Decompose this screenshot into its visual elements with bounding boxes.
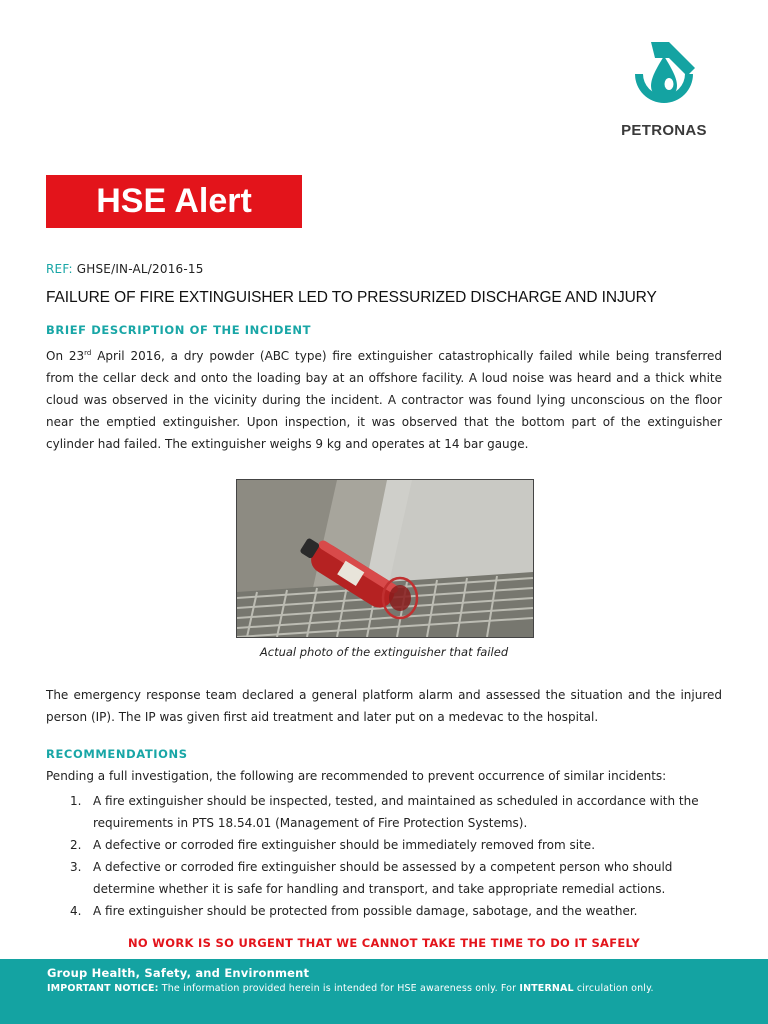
- notice-text-1: The information provided herein is intended for HSE awareness only. For: [158, 983, 520, 994]
- photo-caption: Actual photo of the extinguisher that failed: [259, 645, 509, 659]
- notice-text-2: circulation only.: [573, 983, 654, 994]
- recommendations-intro: Pending a full investigation, the following are recommended to prevent occurrence of similar incidents:: [46, 769, 667, 783]
- list-item: [46, 834, 722, 856]
- petronas-logo: [608, 36, 720, 146]
- hse-alert-banner: [46, 175, 302, 228]
- reference: [46, 262, 204, 276]
- notice-internal: INTERNAL: [519, 983, 574, 994]
- list-item-text: A defective or corroded fire extinguisher should be assessed by a competent person who should determine whether it is safe for handling and transport, and take appropriate remedial actions.: [93, 860, 673, 896]
- notice-label: IMPORTANT NOTICE:: [47, 983, 159, 994]
- extinguisher-photo: [236, 479, 534, 638]
- safety-warning: NO WORK IS SO URGENT THAT WE CANNOT TAKE THE TIME TO DO IT SAFELY: [127, 936, 641, 950]
- logo-wordmark: PETRONAS: [621, 122, 707, 139]
- list-item-number: 4.: [70, 904, 82, 918]
- incident-heading: BRIEF DESCRIPTION OF THE INCIDENT: [46, 323, 312, 337]
- petronas-logo-icon: [629, 36, 699, 118]
- list-item-text: A fire extinguisher should be inspected, tested, and maintained as scheduled in accordance with the requirements in PTS 18.54.01 (Management of Fire Protection Systems).: [93, 794, 699, 830]
- ref-label: REF:: [46, 262, 73, 276]
- recommendations-list: [46, 790, 722, 922]
- list-item-number: 2.: [70, 838, 82, 852]
- list-item-text: A fire extinguisher should be protected from possible damage, sabotage, and the weather.: [93, 904, 638, 918]
- list-item: [46, 790, 722, 834]
- response-paragraph: The emergency response team declared a general platform alarm and assessed the situation and the injured person (IP). The IP was given first aid treatment and later put on a medevac to the hospital.: [46, 688, 722, 724]
- footer-title: Group Health, Safety, and Environment: [47, 966, 310, 980]
- list-item: [46, 900, 722, 922]
- banner-title: HSE Alert: [96, 182, 252, 220]
- footer-notice: [47, 983, 654, 994]
- ref-value: GHSE/IN-AL/2016-15: [76, 262, 204, 276]
- list-item-number: 1.: [70, 794, 82, 808]
- list-item-number: 3.: [70, 860, 82, 874]
- recommendations-heading: RECOMMENDATIONS: [46, 747, 188, 761]
- incident-text-rest: April 2016, a dry powder (ABC type) fire extinguisher catastrophically failed while being transferred from the cellar deck and onto the loading bay at an offshore facility. A loud noise was heard and a thick white cloud was observed in the vicinity during the incident. A contractor was found lying unconscious on the floor near the emptied extinguisher. Upon inspection, it was observed that the bottom part of the extinguisher cylinder had failed. The extinguisher weighs 9 kg and operates at 14 bar gauge.: [46, 349, 722, 451]
- incident-text-start: On 23: [46, 349, 85, 363]
- alert-title: FAILURE OF FIRE EXTINGUISHER LED TO PRESSURIZED DISCHARGE AND INJURY: [46, 289, 657, 306]
- incident-description: [46, 342, 722, 455]
- ordinal-suffix: rd: [84, 349, 92, 357]
- list-item: [46, 856, 722, 900]
- list-item-text: A defective or corroded fire extinguisher should be immediately removed from site.: [93, 838, 596, 852]
